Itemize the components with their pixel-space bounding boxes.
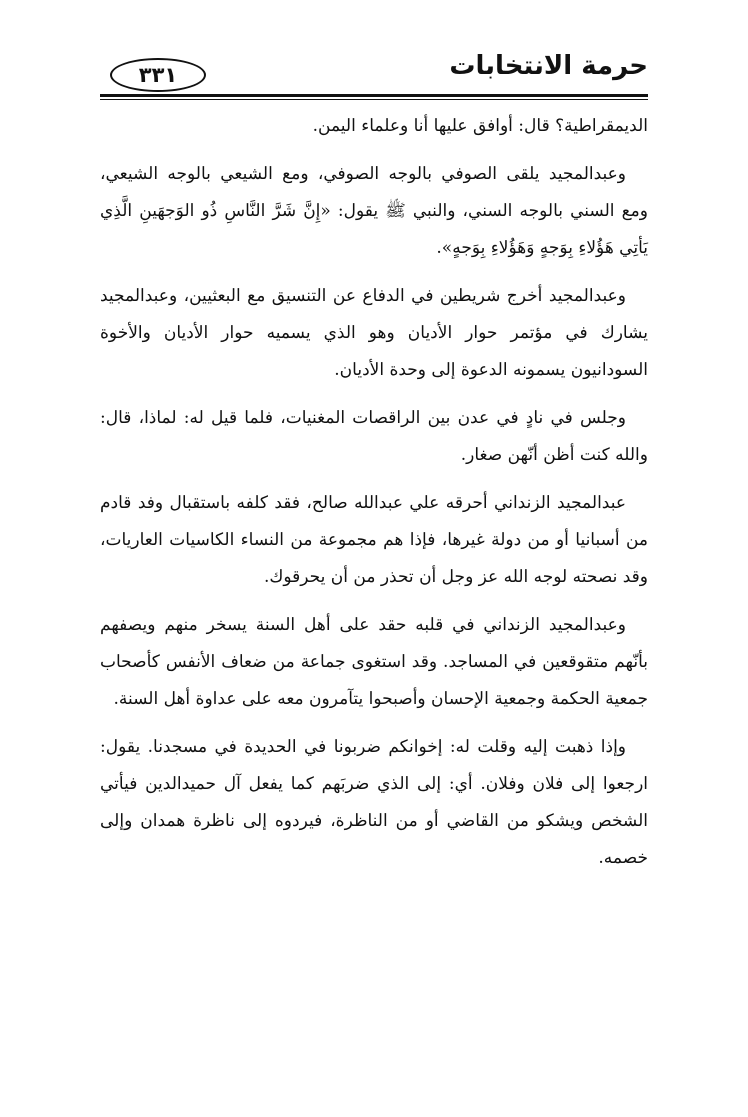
running-title: حرمة الانتخابات: [449, 51, 648, 81]
header-rule-thin: [100, 99, 648, 100]
paragraph-5: عبدالمجيد الزنداني أحرقه علي عبدالله صالح، فقد كلفه باستقبال وفد قادم من أسبانيا أو من دولة غيرها، فإذا هم مجموعة من النساء الكاسيات العاريات، وقد نصحته لوجه الله عز وجل أن تحذر من أن يحرقوك.: [100, 493, 648, 587]
paragraph-2: وعبدالمجيد يلقى الصوفي بالوجه الصوفي، ومع الشيعي بالوجه الشيعي، ومع السني بالوجه السني، والنبي ﷺ يقول: «إِنَّ شَرَّ النَّاسِ ذُو الوَجهَينِ الَّذِي يَأتِي هَؤُلاءِ بِوَجهٍ وَهَؤُلاءِ بِوَجهٍ».: [100, 164, 648, 258]
paragraph-7: وإذا ذهبت إليه وقلت له: إخوانكم ضربونا في الحديدة في مسجدنا. يقول: ارجعوا إلى فلان وفلان. أي: إلى الذي ضربَهم كما يفعل آل حميدالدين فيأتي الشخص ويشكو من القاضي أو من الناظرة، فيردوه إلى ناظرة همدان وإلى خصمه.: [100, 737, 648, 868]
header-rule-thick: [100, 94, 648, 97]
paragraph-6: وعبدالمجيد الزنداني في قلبه حقد على أهل السنة يسخر منهم ويصفهم بأنّهم متقوقعين في المساجد. وقد استغوى جماعة من ضعاف الأنفس كأصحاب جمعية الحكمة وجمعية الإحسان وأصبحوا يتآمرون معه على عداوة أهل السنة.: [100, 615, 648, 709]
page-number-badge: ٣٣١: [110, 58, 206, 92]
paragraph-1: الديمقراطية؟ قال: أوافق عليها أنا وعلماء اليمن.: [312, 116, 648, 136]
page-header: [100, 44, 648, 100]
body-text: [100, 108, 648, 888]
paragraph-3: وعبدالمجيد أخرج شريطين في الدفاع عن التنسيق مع البعثيين، وعبدالمجيد يشارك في مؤتمر حوار الأديان وهو الذي يسميه حوار الأديان والأخوة السودانيون يسمونه الدعوة إلى وحدة الأديان.: [100, 286, 648, 380]
paragraph-4: وجلس في نادٍ في عدن بين الراقصات المغنيات، فلما قيل له: لماذا، قال: والله كنت أظن أنّهن صغار.: [100, 408, 648, 465]
